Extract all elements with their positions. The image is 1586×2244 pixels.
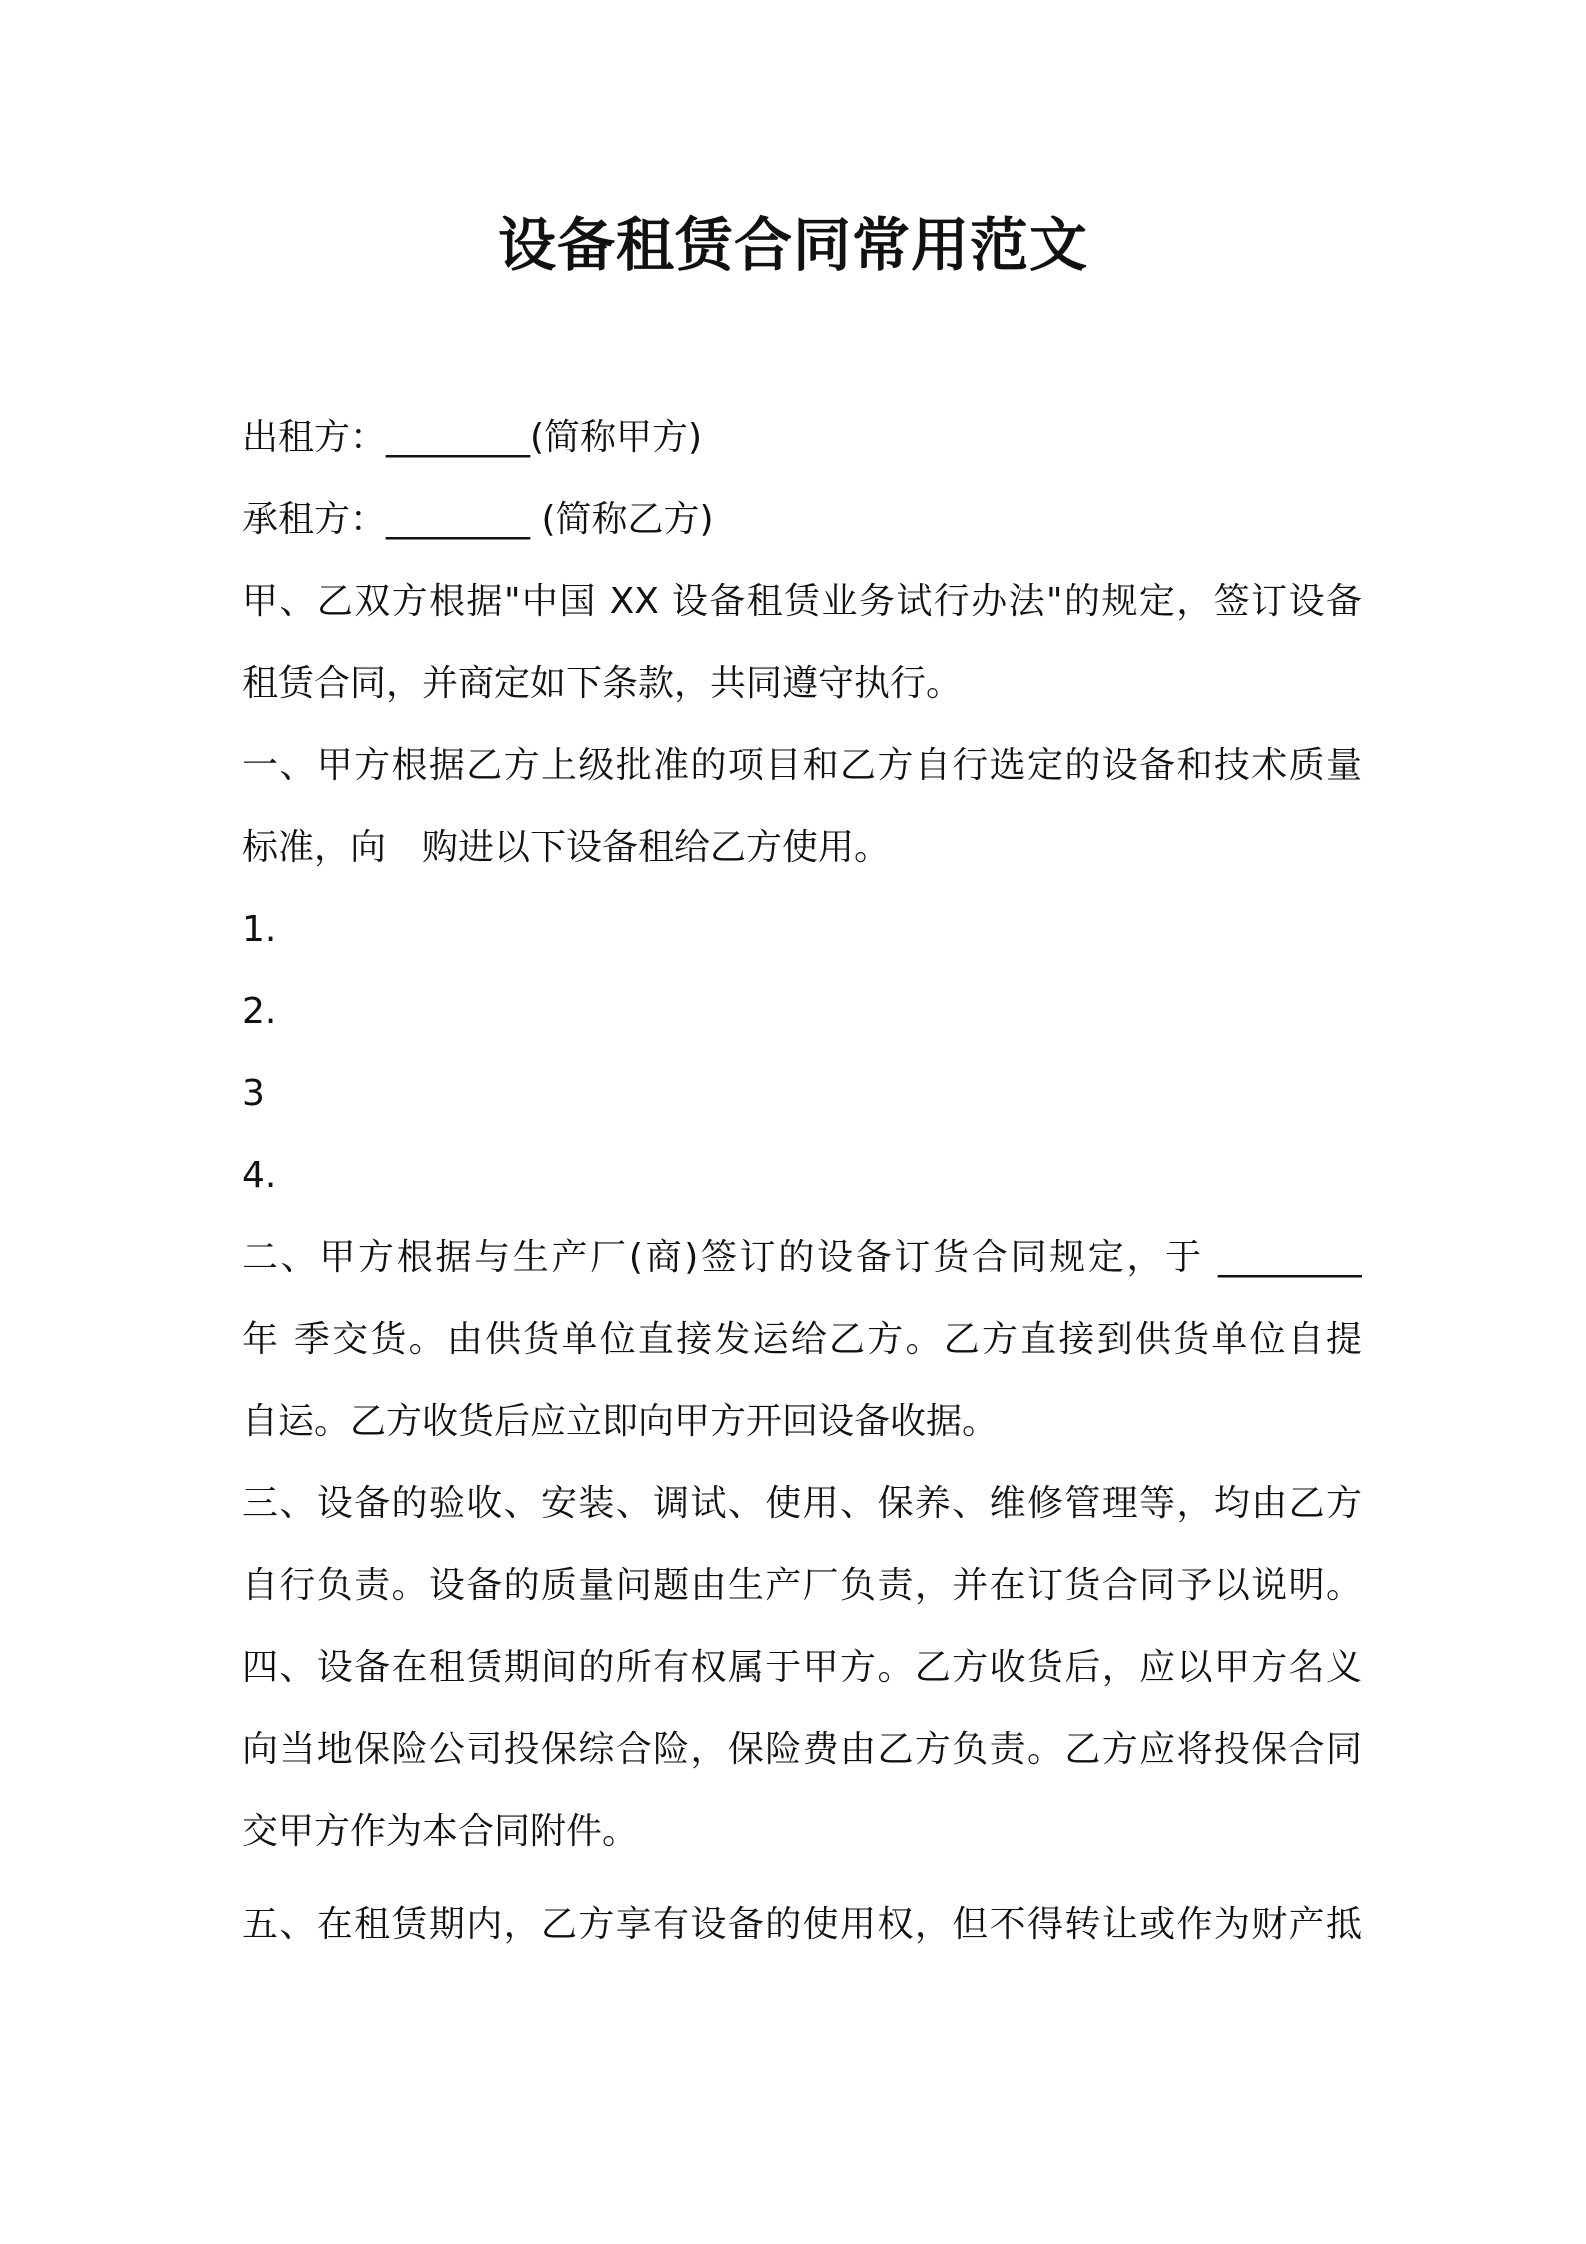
clause-1-line-1: 一、甲方根据乙方上级批准的项目和乙方自行选定的设备和技术质量 xyxy=(242,745,1362,786)
preamble-line-1: 甲、乙双方根据"中国 XX 设备租赁业务试行办法"的规定，签订设备 xyxy=(242,581,1362,622)
list-item-1: 1. xyxy=(242,909,277,950)
clause-4-line-1: 四、设备在租赁期间的所有权属于甲方。乙方收货后，应以甲方名义 xyxy=(242,1647,1362,1688)
clause-5-line-1: 五、在租赁期内，乙方享有设备的使用权，但不得转让或作为财产抵 xyxy=(242,1904,1362,1945)
clause-2-line-3: 自运。乙方收货后应立即向甲方开回设备收据。 xyxy=(242,1401,999,1442)
document-title: 设备租赁合同常用范文 xyxy=(497,211,1088,279)
list-item-2: 2. xyxy=(242,991,277,1032)
preamble-line-2: 租赁合同，并商定如下条款，共同遵守执行。 xyxy=(242,663,963,704)
clause-4-line-2: 向当地保险公司投保综合险，保险费由乙方负责。乙方应将投保合同 xyxy=(242,1729,1362,1770)
lessor-line: 出租方：________(简称甲方) xyxy=(242,417,703,458)
clause-3-line-2: 自行负责。设备的质量问题由生产厂负责，并在订货合同予以说明。 xyxy=(242,1565,1362,1606)
clause-2-line-1: 二、甲方根据与生产厂(商)签订的设备订货合同规定，于 ________ xyxy=(242,1237,1362,1278)
clause-3-line-1: 三、设备的验收、安装、调试、使用、保养、维修管理等，均由乙方 xyxy=(242,1483,1362,1524)
list-item-4: 4. xyxy=(242,1155,277,1196)
lessee-line: 承租方：________ (简称乙方) xyxy=(242,499,714,540)
clause-4-line-3: 交甲方作为本合同附件。 xyxy=(242,1811,639,1852)
list-item-3: 3 xyxy=(242,1073,265,1114)
clause-2-line-2: 年 季交货。由供货单位直接发运给乙方。乙方直接到供货单位自提 xyxy=(242,1319,1362,1360)
clause-1-line-2: 标准，向 购进以下设备租给乙方使用。 xyxy=(242,827,891,868)
